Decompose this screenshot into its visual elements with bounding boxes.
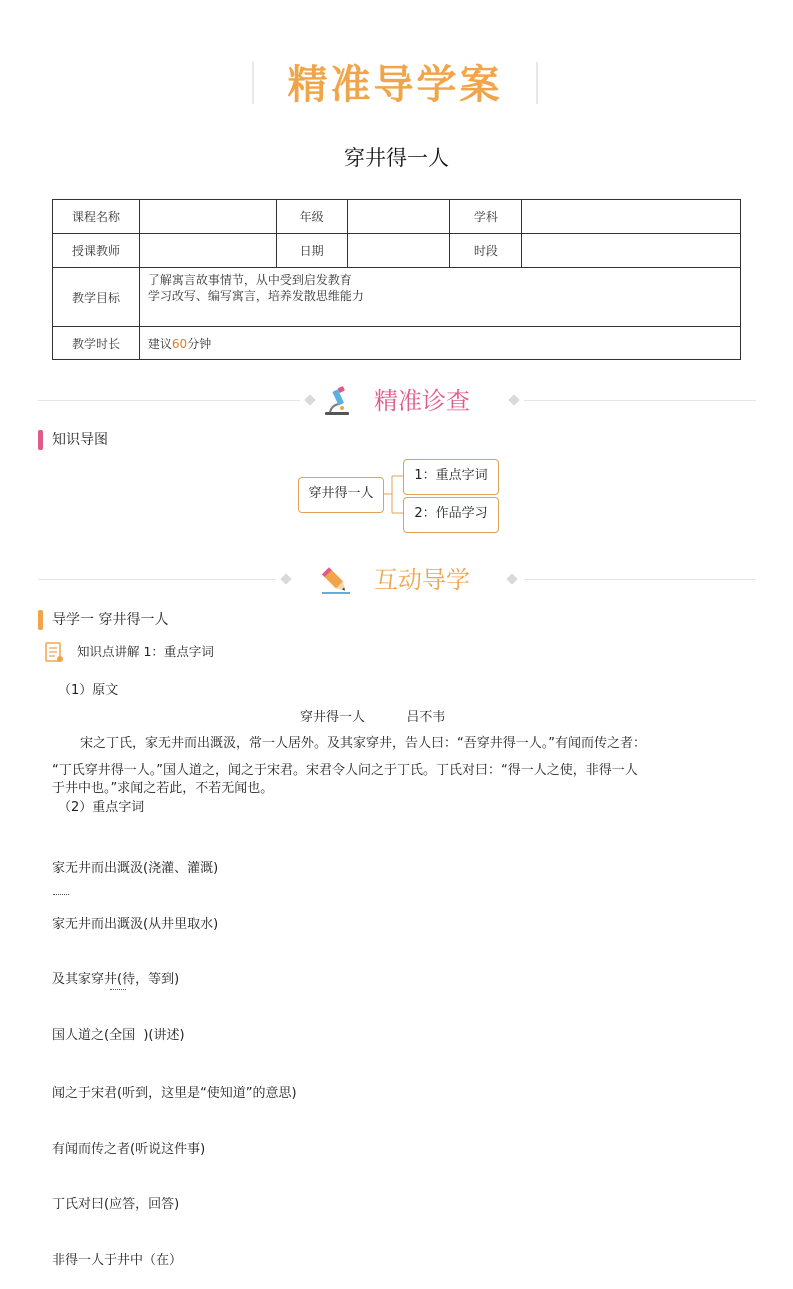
grade-value bbox=[347, 200, 450, 234]
page-title: 精准导学案 bbox=[287, 62, 503, 108]
original-heading: （1）原文 bbox=[58, 683, 119, 698]
mindmap-child: 1：重点字词 bbox=[403, 459, 499, 495]
duration-label: 教学时长 bbox=[53, 327, 140, 360]
period-label: 时段 bbox=[450, 234, 522, 268]
section-title: 互动导学 bbox=[374, 566, 470, 594]
divider bbox=[524, 400, 756, 401]
table-row bbox=[53, 268, 741, 327]
lesson-title: 穿井得一人 bbox=[344, 146, 449, 170]
microscope-icon bbox=[322, 385, 354, 417]
emphasis-mark bbox=[110, 989, 126, 990]
table-row bbox=[53, 234, 741, 268]
table-row bbox=[53, 327, 741, 360]
date-value bbox=[347, 234, 450, 268]
emphasis-mark bbox=[53, 894, 69, 895]
table-row bbox=[53, 200, 741, 234]
list-item: 丁氏对曰(应答，回答) bbox=[52, 1197, 180, 1212]
heading-bar bbox=[38, 430, 43, 450]
mindmap-root: 穿井得一人 bbox=[298, 477, 384, 513]
pencil-icon bbox=[320, 564, 352, 596]
original-line: 宋之丁氏，家无井而出溉汲，常一人居外。及其家穿井，告人曰：“吾穿井得一人。”有闻而传之者： bbox=[80, 736, 646, 751]
grade-label: 年级 bbox=[276, 200, 347, 234]
header-banner bbox=[250, 60, 540, 108]
course-value bbox=[139, 200, 276, 234]
list-item: 非得一人于井中（在） bbox=[52, 1252, 183, 1268]
heading-text: 知识导图 bbox=[52, 432, 108, 448]
keywords-heading: （2）重点字词 bbox=[58, 800, 145, 815]
diamond-icon bbox=[508, 394, 519, 405]
list-item: 国人道之(全国 )(讲述) bbox=[52, 1027, 185, 1043]
divider bbox=[536, 62, 538, 104]
document-icon bbox=[42, 640, 66, 664]
duration-number: 60 bbox=[171, 336, 188, 351]
list-item: 家无井而出溉汲(从井里取水) bbox=[52, 916, 219, 932]
teacher-value bbox=[139, 234, 276, 268]
section-header-interactive bbox=[38, 562, 756, 598]
subject-label: 学科 bbox=[450, 200, 522, 234]
list-item: 闻之于宋君(听到，这里是“使知道”的意思) bbox=[52, 1086, 297, 1101]
list-item: 有闻而传之者(听说这件事) bbox=[52, 1141, 206, 1157]
goal-line: 学习改写、编写寓言，培养发散思维能力 bbox=[147, 289, 364, 303]
original-line: “丁氏穿井得一人。”国人道之，闻之于宋君。宋君令人问之于丁氏。丁氏对曰：“得一人之使，非得一人 bbox=[52, 763, 638, 778]
list-item: 及其家穿井(待，等到) bbox=[52, 972, 180, 987]
subject-value bbox=[522, 200, 741, 234]
date-label: 日期 bbox=[276, 234, 347, 268]
diamond-icon bbox=[304, 394, 315, 405]
diamond-icon bbox=[280, 573, 291, 584]
goal-label: 教学目标 bbox=[53, 268, 140, 327]
original-line: 于井中也。”求闻之若此，不若无闻也。 bbox=[52, 781, 274, 796]
divider bbox=[38, 400, 300, 401]
knowledge-point-label: 知识点讲解 1：重点字词 bbox=[77, 644, 214, 659]
duration-suffix: 分钟 bbox=[187, 336, 212, 351]
duration-value bbox=[139, 327, 740, 360]
course-label: 课程名称 bbox=[53, 200, 140, 234]
goal-value bbox=[139, 268, 740, 327]
diamond-icon bbox=[506, 573, 517, 584]
divider bbox=[38, 579, 276, 580]
teacher-label: 授课教师 bbox=[53, 234, 140, 268]
period-value bbox=[522, 234, 741, 268]
section-title: 精准诊查 bbox=[374, 387, 470, 415]
mindmap-child: 2：作品学习 bbox=[403, 497, 499, 533]
list-item: 家无井而出溉汲(浇灌、灌溉) bbox=[52, 861, 219, 876]
goal-line: 了解寓言故事情节，从中受到启发教育 bbox=[147, 273, 352, 287]
divider bbox=[524, 579, 756, 580]
heading-text: 导学一 穿井得一人 bbox=[52, 612, 169, 628]
title-author: 穿井得一人 吕不韦 bbox=[300, 710, 446, 725]
keywords-list bbox=[52, 823, 297, 1289]
duration-prefix: 建议 bbox=[147, 336, 172, 351]
heading-bar bbox=[38, 610, 43, 630]
lesson-info-table bbox=[52, 199, 741, 360]
section-header-diagnosis bbox=[38, 383, 756, 419]
